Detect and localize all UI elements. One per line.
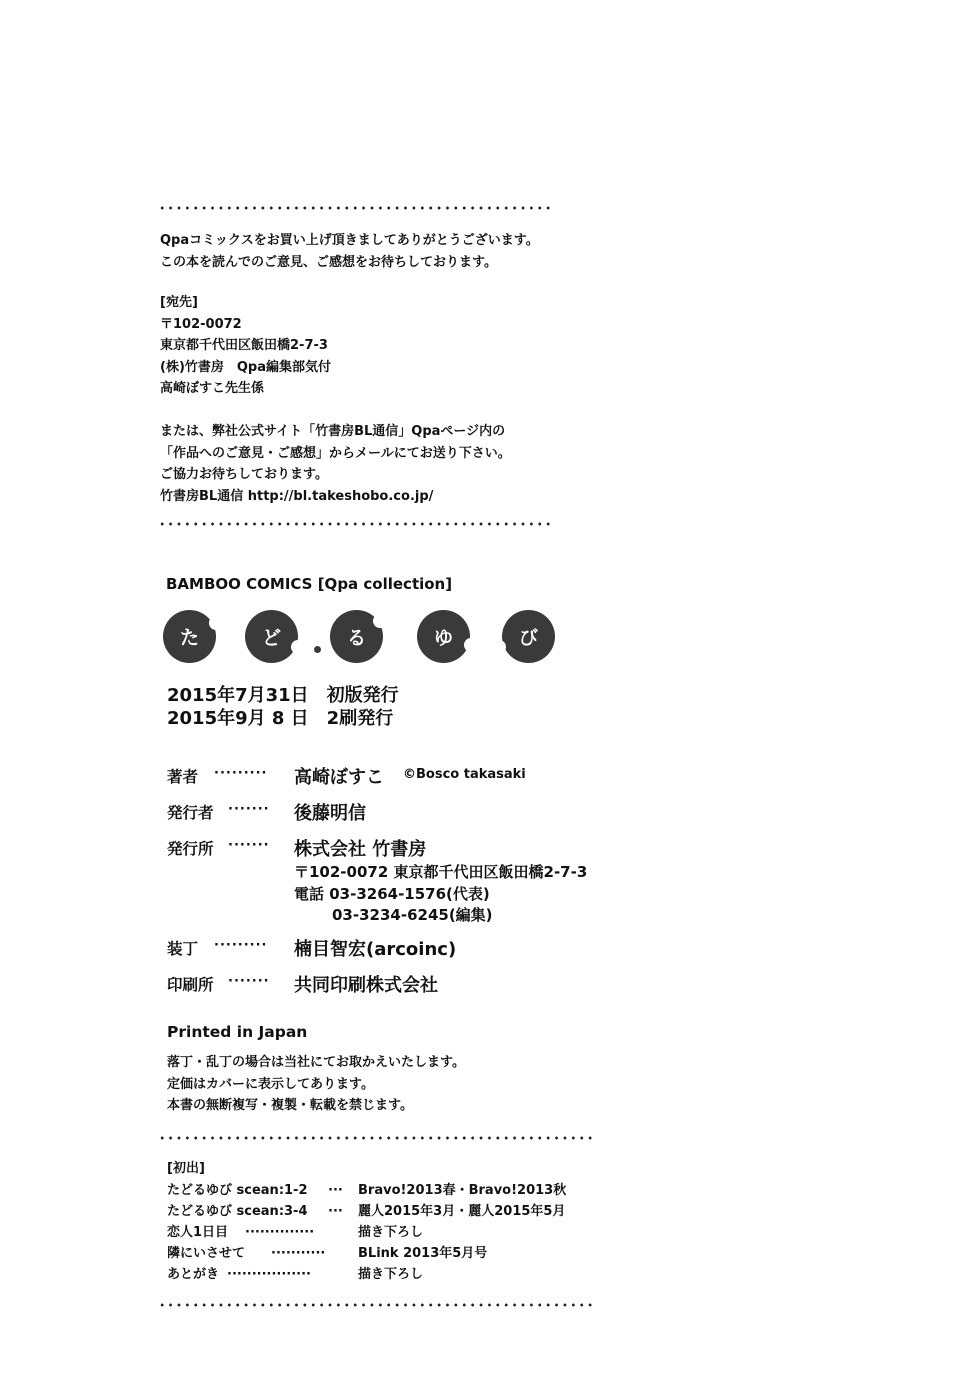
story-source: 描き下ろし [358, 1225, 424, 1240]
office-phone-main: 電話 03-3264-1576(代表) [294, 885, 490, 903]
office-label: 発行所 [167, 840, 214, 858]
story-title: たどるゆび scean:3-4 [167, 1204, 308, 1219]
first-appearance-heading: [初出] [167, 1161, 205, 1176]
printer-label: 印刷所 [167, 976, 214, 994]
web-line: ご協力お待ちしております。 [160, 467, 328, 482]
logo-notch [464, 638, 478, 652]
story-source: 描き下ろし [358, 1267, 424, 1282]
first-appearance-row [167, 1180, 597, 1202]
publisher-name: 後藤明信 [294, 803, 366, 824]
address-line: 東京都千代田区飯田橋2-7-3 [160, 338, 328, 353]
story-source: 麗人2015年3月・麗人2015年5月 [358, 1204, 566, 1219]
first-appearance-row [167, 1243, 597, 1265]
design-label: 装丁 [167, 940, 199, 958]
leader-dots: ··········· [271, 1246, 326, 1261]
dotted-divider [158, 1136, 596, 1140]
web-contact [160, 421, 511, 507]
web-line: または、弊社公式サイト「竹書房BL通信」Qpaページ内の [160, 424, 506, 439]
address-line: 高崎ぼすこ先生係 [160, 381, 265, 396]
leader-dots: ······· [228, 838, 270, 853]
leader-dots: ······· [228, 802, 270, 817]
office-address: 〒102-0072 東京都千代田区飯田橋2-7-3 [294, 863, 588, 881]
thanks-message [160, 230, 539, 273]
second-printing-date: 2015年9月 8 日 2刷発行 [167, 708, 394, 729]
web-line: 「作品へのご意見・ご感想」からメールにてお送り下さい。 [160, 445, 511, 461]
thanks-line: この本を読んでのご意見、ご感想をお待ちしております。 [160, 254, 497, 270]
author-copyright: ©Bosco takasaki [403, 767, 526, 782]
first-appearance-row [167, 1222, 597, 1244]
address-heading: [宛先] [160, 295, 198, 310]
story-source: BLink 2013年5月号 [358, 1246, 488, 1261]
story-title: たどるゆび scean:1-2 [167, 1183, 308, 1198]
series-name: BAMBOO COMICS [Qpa collection] [166, 575, 453, 593]
leader-dots: ······· [228, 974, 270, 989]
title-char: ど [245, 610, 298, 663]
legal-notes [167, 1052, 465, 1117]
edition-dates [167, 684, 399, 730]
logo-notch [209, 616, 223, 630]
publisher-label: 発行者 [167, 804, 214, 822]
leader-dots: ········· [214, 766, 268, 781]
address-line: (株)竹書房 Qpa編集部気付 [160, 359, 332, 375]
logo-notch [373, 614, 387, 628]
leader-dots: ········· [214, 938, 268, 953]
note-line: 落丁・乱丁の場合は当社にてお取かえいたします。 [167, 1055, 465, 1070]
story-title: 恋人1日目 [167, 1225, 229, 1240]
office-phone-editorial: 03-3234-6245(編集) [332, 906, 493, 924]
first-edition-date: 2015年7月31日 初版発行 [167, 685, 399, 706]
leader-dots: ·············· [245, 1225, 315, 1240]
dotted-divider [158, 1303, 596, 1307]
printed-in: Printed in Japan [167, 1023, 308, 1041]
title-char: る [330, 610, 383, 663]
story-title: あとがき [167, 1267, 220, 1282]
logo-notch [492, 640, 506, 654]
author-name: 高崎ぼすこ [294, 767, 384, 788]
note-line: 本書の無断複写・複製・転載を禁じます。 [167, 1098, 413, 1113]
first-appearance-row [167, 1264, 597, 1286]
title-char: ゆ [417, 610, 470, 663]
logo-dot [314, 646, 321, 653]
leader-dots: ··· [328, 1204, 343, 1219]
logo-notch [291, 640, 305, 654]
story-title: 隣にいさせて [167, 1246, 246, 1261]
author-label: 著者 [167, 768, 199, 786]
note-line: 定価はカバーに表示してあります。 [167, 1076, 374, 1092]
story-source: Bravo!2013春・Bravo!2013秋 [358, 1183, 567, 1198]
office-name: 株式会社 竹書房 [294, 839, 427, 860]
leader-dots: ··· [328, 1183, 343, 1198]
title-char: た [163, 610, 216, 663]
web-url: 竹書房BL通信 http://bl.takeshobo.co.jp/ [160, 488, 434, 504]
first-appearance-row [167, 1201, 597, 1223]
dotted-divider [158, 522, 552, 526]
leader-dots: ················· [227, 1267, 311, 1282]
mailing-address [160, 292, 331, 400]
address-line: 〒102-0072 [160, 316, 242, 332]
thanks-line: Qpaコミックスをお買い上げ頂きましてありがとうございます。 [160, 233, 539, 248]
designer-name: 楠目智宏(arcoinc) [294, 939, 457, 960]
title-char: び [502, 610, 555, 663]
dotted-divider [158, 206, 552, 210]
printer-name: 共同印刷株式会社 [294, 975, 438, 996]
